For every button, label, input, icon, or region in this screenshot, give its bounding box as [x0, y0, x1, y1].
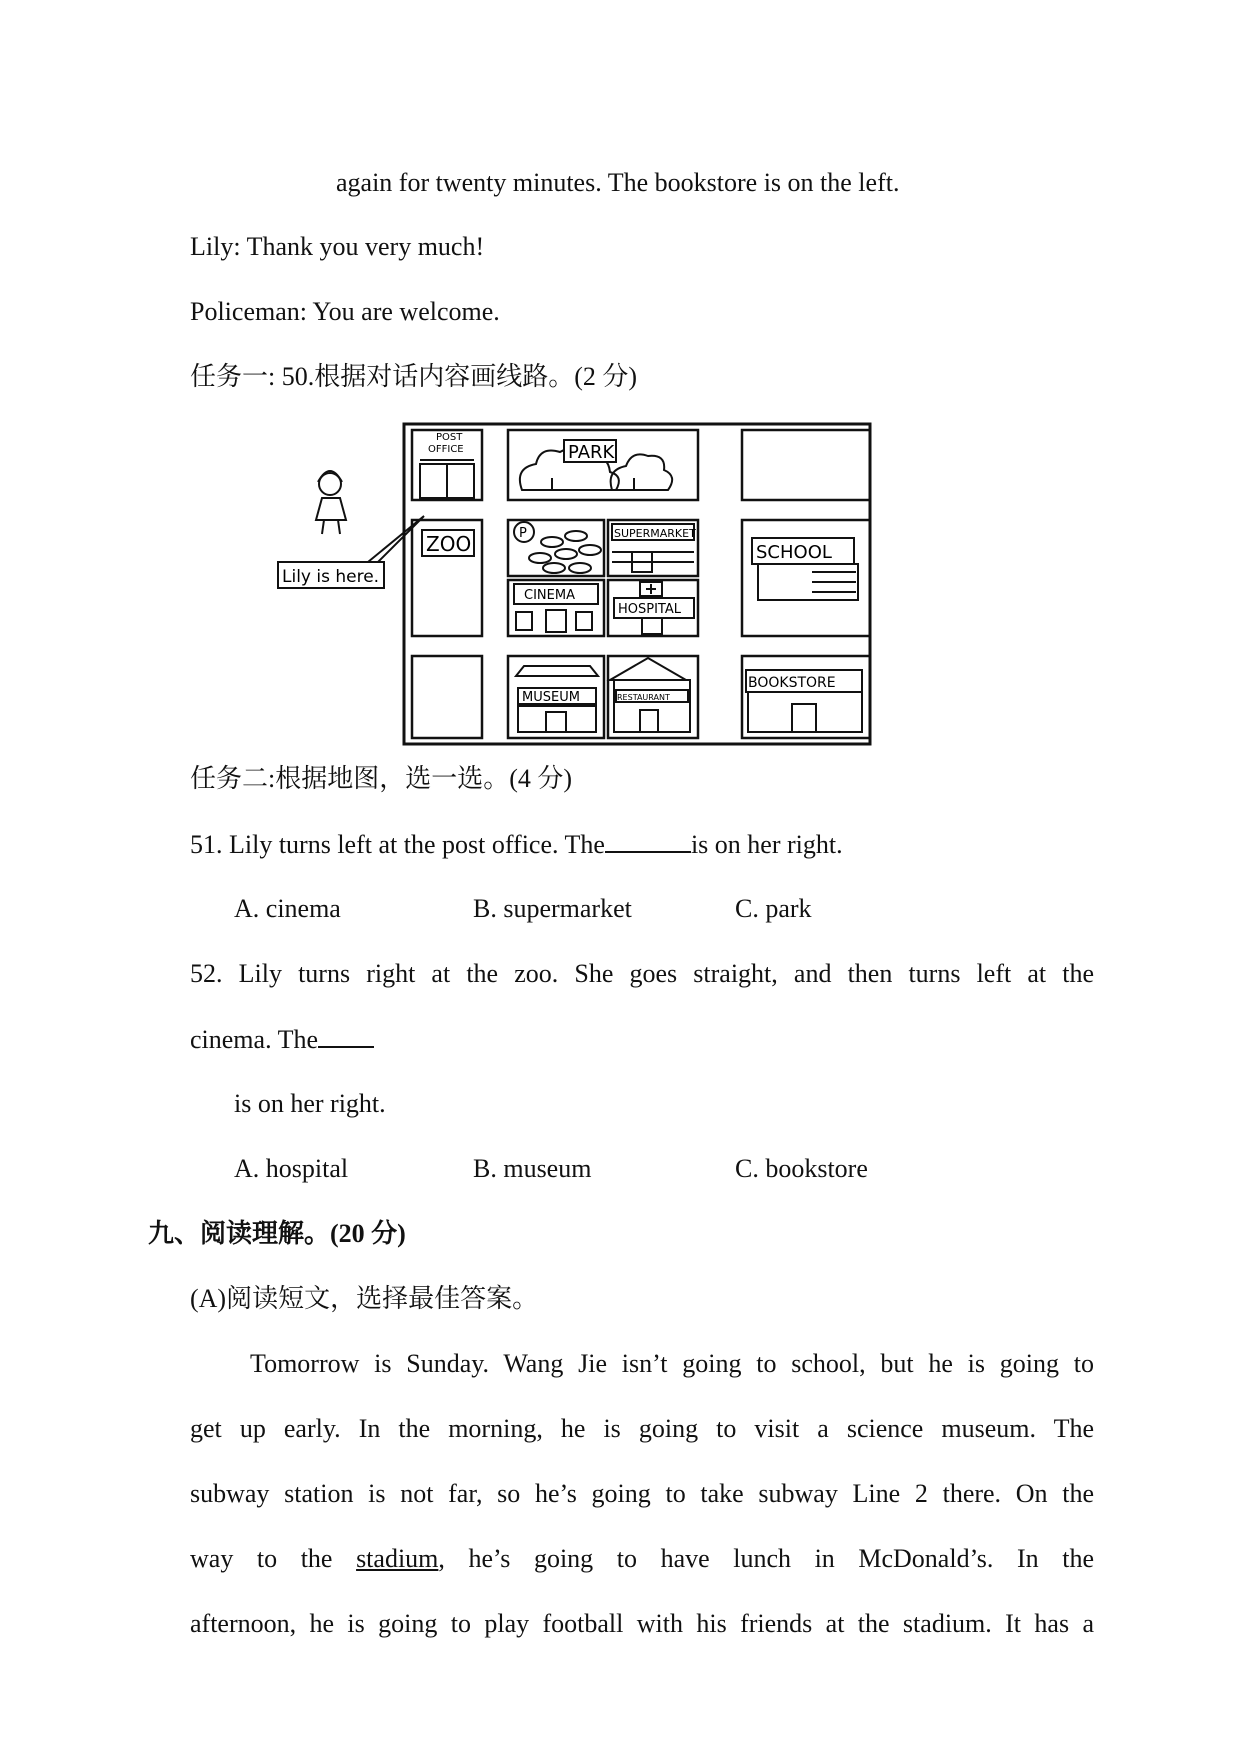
map-label-park: PARK: [568, 442, 615, 463]
q52-option-b[interactable]: B. museum: [473, 1154, 592, 1183]
block-bookstore: [742, 656, 870, 738]
dialogue-tail: again for twenty minutes. The bookstore is on the left.: [336, 168, 900, 197]
task1-heading: 任务一: 50.根据对话内容画线路。(2 分): [190, 362, 638, 391]
q52-option-c[interactable]: C. bookstore: [735, 1154, 868, 1183]
q51-answer-blank[interactable]: [605, 829, 691, 853]
q52-line2: [190, 1024, 374, 1055]
passage-line-4a: way to the: [190, 1544, 333, 1573]
q51-option-a[interactable]: A. cinema: [234, 894, 341, 923]
street-map: [272, 420, 912, 750]
q51-option-c[interactable]: C. park: [735, 894, 812, 923]
lily-figure: [316, 471, 346, 534]
q51-stem-a: 51. Lily turns left at the post office. The: [190, 830, 605, 859]
map-label-cinema: CINEMA: [524, 588, 575, 603]
block-empty-bottom-left: [412, 656, 482, 738]
q52-answer-blank[interactable]: [318, 1024, 374, 1048]
map-label-office: OFFICE: [428, 444, 464, 455]
block-empty-top-right: [742, 430, 870, 500]
map-label-parking: P: [519, 526, 527, 541]
map-label-restaurant: RESTAURANT: [617, 693, 670, 702]
passage-line-1: Tomorrow is Sunday. Wang Jie isn’t going to school, but he is going to: [250, 1349, 1094, 1378]
policeman-line: Policeman: You are welcome.: [190, 297, 500, 326]
q51-stem: [190, 829, 843, 860]
map-label-supermarket: SUPERMARKET: [614, 527, 696, 540]
q52-line3: is on her right.: [234, 1089, 386, 1118]
parked-cars: [529, 531, 601, 573]
map-label-lily-here: Lily is here.: [282, 567, 380, 587]
map-label-zoo: ZOO: [426, 532, 472, 556]
stadium-underlined: stadium: [356, 1544, 439, 1573]
q52-option-a[interactable]: A. hospital: [234, 1154, 349, 1183]
lily-line: Lily: Thank you very much!: [190, 232, 485, 261]
map-label-hospital: HOSPITAL: [618, 602, 682, 617]
passage-line-4: [190, 1544, 1094, 1574]
map-label-school: SCHOOL: [756, 542, 832, 563]
map-label-bookstore: BOOKSTORE: [748, 675, 836, 691]
passage-line-3: subway station is not far, so he’s going to take subway Line 2 there. On the: [190, 1479, 1094, 1508]
part-a-heading: (A)阅读短文，选择最佳答案。: [190, 1284, 539, 1313]
passage-line-5: afternoon, he is going to play football with his friends at the stadium. It has a: [190, 1609, 1094, 1638]
passage-line-2: get up early. In the morning, he is going to visit a science museum. The: [190, 1414, 1094, 1443]
map-label-post: POST: [436, 432, 463, 443]
q52-line2-text: cinema. The: [190, 1025, 319, 1054]
q51-stem-b: is on her right.: [690, 830, 843, 859]
passage-line-4b: , he’s going to have lunch in McDonald’s. In the: [438, 1544, 1095, 1573]
section-9-heading: 九、阅读理解。(20 分): [148, 1219, 406, 1248]
map-label-museum: MUSEUM: [522, 690, 580, 705]
task2-heading: 任务二:根据地图，选一选。(4 分): [190, 764, 573, 793]
q52-line1: 52. Lily turns right at the zoo. She goes straight, and then turns left at the: [190, 959, 1094, 988]
q51-option-b[interactable]: B. supermarket: [473, 894, 632, 923]
